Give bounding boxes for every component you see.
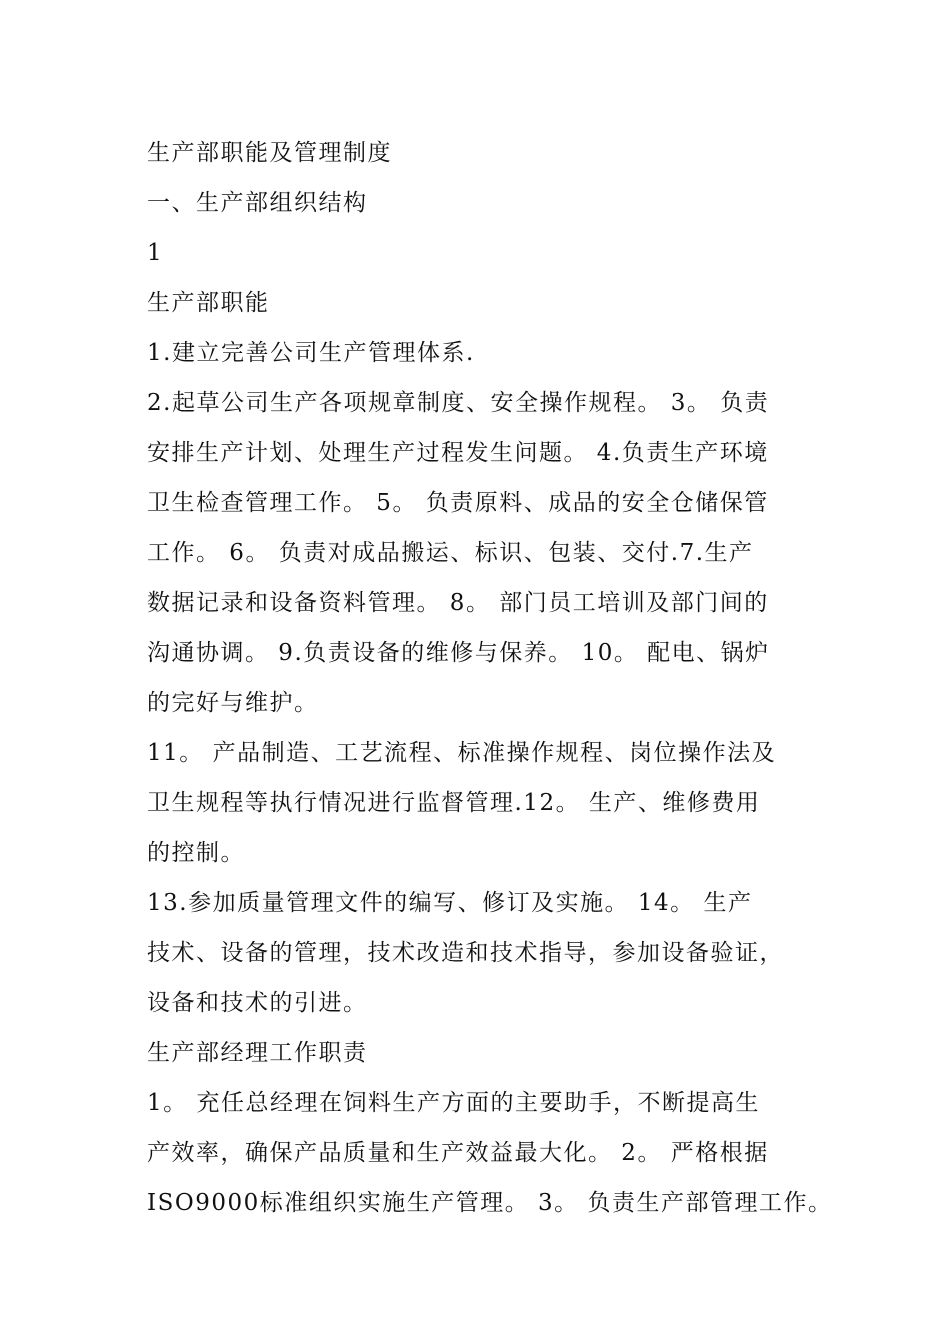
text-line: 沟通协调。 9.负责设备的维修与保养。 10。 配电、锅炉	[147, 640, 770, 666]
text-line: 1。 充任总经理在饲料生产方面的主要助手，不断提高生	[147, 1090, 760, 1116]
text-line: 安排生产计划、处理生产过程发生问题。 4.负责生产环境	[147, 440, 769, 466]
text-line: 工作。 6。 负责对成品搬运、标识、包装、交付.7.生产	[147, 540, 754, 566]
section-heading-functions: 生产部职能	[147, 290, 270, 316]
section-heading-manager-duties: 生产部经理工作职责	[147, 1040, 368, 1066]
text-line: 1.建立完善公司生产管理体系.	[147, 340, 475, 366]
text-line: 设备和技术的引进。	[147, 990, 368, 1016]
section-heading-org-structure: 一、生产部组织结构	[147, 190, 368, 216]
text-line: 卫生检查管理工作。 5。 负责原料、成品的安全仓储保管	[147, 490, 769, 516]
text-line: 数据记录和设备资料管理。 8。 部门员工培训及部门间的	[147, 590, 769, 616]
text-line: 11。 产品制造、工艺流程、标准操作规程、岗位操作法及	[147, 740, 777, 766]
document-page	[147, 128, 833, 1228]
text-line: 卫生规程等执行情况进行监督管理.12。 生产、维修费用	[147, 790, 761, 816]
text-line: 2.起草公司生产各项规章制度、安全操作规程。 3。 负责	[147, 390, 770, 416]
text-line: 产效率，确保产品质量和生产效益最大化。 2。 严格根据	[147, 1140, 769, 1166]
text-line: 技术、设备的管理，技术改造和技术指导，参加设备验证，	[147, 940, 784, 966]
figure-placeholder-number: 1	[147, 240, 164, 266]
text-line: 13.参加质量管理文件的编写、修订及实施。 14。 生产	[147, 890, 753, 916]
document-title: 生产部职能及管理制度	[147, 140, 392, 166]
text-line: 的完好与维护。	[147, 690, 319, 716]
text-line: ISO9000标准组织实施生产管理。 3。 负责生产部管理工作。	[147, 1190, 833, 1216]
text-line: 的控制。	[147, 840, 245, 866]
